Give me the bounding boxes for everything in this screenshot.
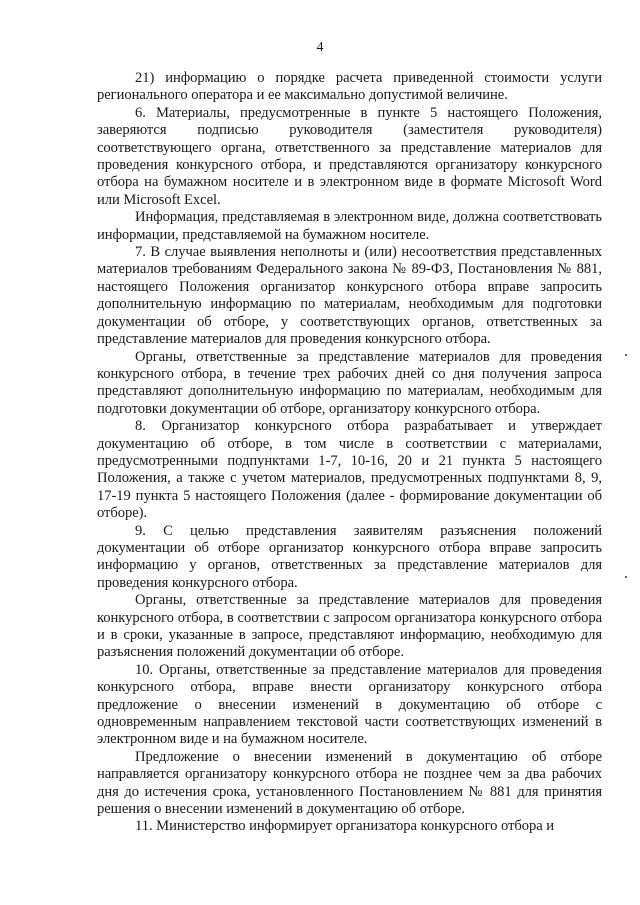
paragraph-clause-7-response: Органы, ответственные за представление материалов для проведения конкурсного отбора, в течение трех рабочих дней со дня получения запроса представляют дополнительную информацию по материалам, необходимым для подготовки документации об отборе, организатору конкурсного отбора. — [97, 348, 602, 417]
paragraph-clause-10: 10. Органы, ответственные за представление материалов для проведения конкурсного отбора, вправе внести организатору конкурсного отбора предложение о внесении изменений в документацию об отборе с одновременным направлением текстовой части соответствующих изменений в электронном виде и на бумажном носителе. — [97, 661, 602, 748]
paragraph-clause-11: 11. Министерство информирует организатора конкурсного отбора и — [135, 818, 555, 835]
paragraph-item-21: 21) информацию о порядке расчета приведенной стоимости услуги регионального оператора и ее максимально допустимой величине. — [97, 70, 602, 104]
paragraph-clause-10-proposal: Предложение о внесении изменений в документацию об отборе направляется организатору конкурсного отбора не позднее чем за два рабочих дня до истечения срока, установленного Постановлением № 881 для принятия решения о внесении изменений в документацию об отборе. — [97, 748, 602, 818]
page-number: 4 — [316, 40, 324, 55]
paragraph-clause-8: 8. Организатор конкурсного отбора разрабатывает и утверждает документацию об отборе, в том числе в соответствии с материалами, предусмотренными подпунктами 1-7, 10-16, 20 и 21 пункта 5 настоящего Положения, а также с учетом материалов, предусмотренных подпунктами 8, 9, 17-19 пункта 5 настоящего Положения (далее - формирование документации об отборе). — [97, 418, 602, 522]
paragraph-clause-9: 9. С целью представления заявителям разъяснения положений документации об отборе организатор конкурсного отбора вправе запросить информацию у органов, ответственных за представление материалов для проведения конкурсного отбора. — [97, 522, 602, 591]
document-body — [97, 70, 602, 836]
paragraph-clause-6-electronic: Информация, представляемая в электронном виде, должна соответствовать информации, представляемой на бумажном носителе. — [97, 209, 602, 243]
scan-speck — [625, 354, 627, 356]
paragraph-clause-9-response: Органы, ответственные за представление материалов для проведения конкурсного отбора, в соответствии с запросом организатора конкурсного отбора и в сроки, указанные в запросе, представляют информацию, необходимую для разъяснения положений документации об отборе. — [97, 592, 602, 661]
paragraph-clause-7: 7. В случае выявления неполноты и (или) несоответствия представленных материалов требованиям Федерального закона № 89-ФЗ, Постановления № 881, настоящего Положения организатор конкурсного отбора вправе запросить дополнительную информацию по материалам, необходимым для подготовки документации об отборе, у соответствующих органов, ответственных за представление материалов для проведения конкурсного отбора. — [97, 244, 602, 348]
scan-speck — [625, 576, 627, 578]
paragraph-clause-6: 6. Материалы, предусмотренные в пункте 5 настоящего Положения, заверяются подписью руководителя (заместителя руководителя) соответствующего органа, ответственного за представление материалов для проведения конкурсного отбора, и представляются организатору конкурсного отбора на бумажном носителе и в электронном виде в формате Microsoft Word или Microsoft Excel. — [97, 104, 602, 208]
